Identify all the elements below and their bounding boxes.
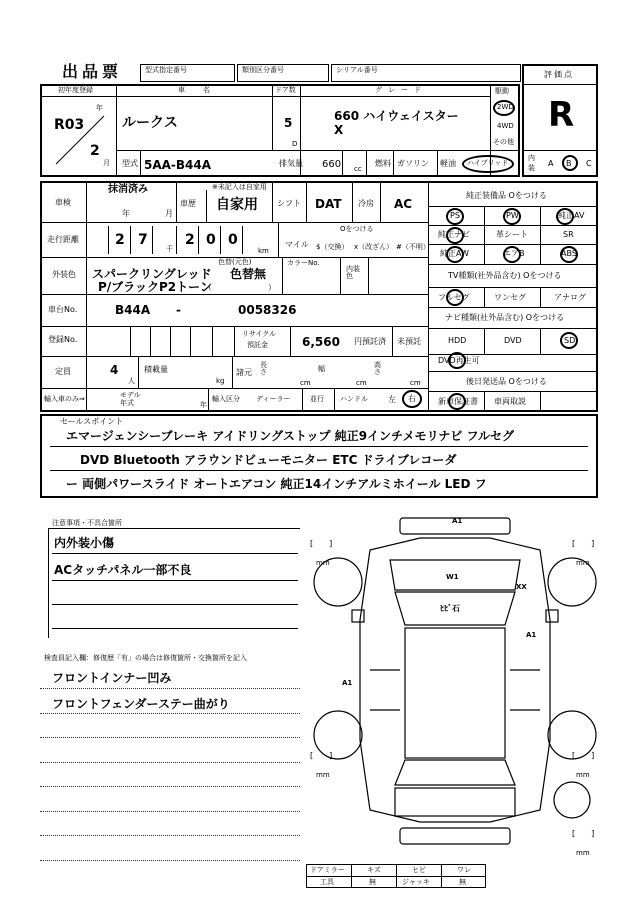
interior-label-2: 装 <box>528 164 535 172</box>
serial-number-label: シリアル番号 <box>336 66 378 74</box>
mile-option: $（交換） <box>316 243 349 251</box>
chassis-dash: - <box>176 303 181 317</box>
damage-mark: XX <box>516 583 527 591</box>
handle-left: 左 <box>388 395 396 404</box>
year-unit: 年 <box>96 104 103 112</box>
interior-grade-b: B <box>566 159 572 168</box>
width-label: 幅 <box>318 365 325 373</box>
import-class-label: 輸入区分 <box>212 395 240 403</box>
color-change: 色替無 <box>230 267 267 281</box>
drive-4wd: 4WD <box>497 122 514 130</box>
damage-mark: A1 <box>452 517 463 525</box>
equipment-header: 純正装備品 Oをつける <box>466 191 547 200</box>
navi-header: ナビ種類(社外品含む) Oをつける <box>445 313 565 322</box>
displacement-value: 660 <box>322 159 342 170</box>
color-no-label: カラーNo. <box>287 259 320 267</box>
mile-option: #（不明） <box>396 243 430 251</box>
mileage-digit: 7 <box>138 232 148 248</box>
tire-unit: mm <box>576 771 590 779</box>
page-title: 出品票 <box>62 62 123 81</box>
grade-value-2: X <box>334 123 344 137</box>
history-label: 車歴 <box>180 199 196 208</box>
tv-fullseg: フルセグ <box>438 293 470 302</box>
notes-line: ACタッチパネル一部不良 <box>54 563 192 577</box>
fuel-light: 軽油 <box>440 159 456 168</box>
tire-bracket-rl: [ ] <box>310 751 333 760</box>
name-label: 車名 <box>178 86 228 94</box>
damage-mark: A1 <box>342 679 353 687</box>
equip-aw: 純正AW <box>440 249 469 258</box>
shift-label: シフト <box>277 199 301 208</box>
tv-oneseg: ワンセグ <box>494 293 526 302</box>
capacity-label: 定員 <box>55 367 71 376</box>
cm-unit: cm <box>410 379 421 387</box>
score-label: 評価点 <box>544 70 574 79</box>
inspector-line: フロントインナー凹み <box>52 671 172 685</box>
interior-grade-c: C <box>586 159 592 168</box>
shift-value: DAT <box>315 197 342 211</box>
navi-hdd: HDD <box>448 336 467 345</box>
interior-color-label: 内装色 <box>346 265 360 280</box>
model-cert-label: 型式指定番号 <box>145 66 187 74</box>
legend-cell: 無 <box>459 878 466 886</box>
legend-cell: ジャッキ <box>402 878 430 886</box>
navi-dvd-play: DVD再生可 <box>438 356 480 365</box>
sales-points-line3: ー 両側パワースライド オートエアコン 純正14インチアルミホイール LED フ <box>66 477 487 491</box>
color-paren: （ ） <box>204 283 276 292</box>
exterior-color-label: 外装色 <box>52 270 76 279</box>
inspector-label: 検査員記入欄：修復歴「有」の場合は修復箇所・交換箇所を記入 <box>44 654 247 662</box>
later-manual: 車両取説 <box>494 397 526 406</box>
later-header: 後日発送品 Oをつける <box>466 377 547 386</box>
damage-mark: ﾋﾋﾞ石 <box>440 604 460 613</box>
color-value-1: スパークリングレッド <box>92 267 212 281</box>
recycle-label-2: 預託金 <box>247 341 268 349</box>
notes-line: 内外装小傷 <box>54 536 115 550</box>
shaken-label: 車検 <box>55 198 71 207</box>
drive-other: その他 <box>493 138 514 146</box>
history-value: 自家用 <box>216 197 258 213</box>
equip-av: 純正AV <box>558 211 585 220</box>
sales-points-line2: DVD Bluetooth アラウンドビューモニター ETC ドライブレコーダ <box>80 453 457 467</box>
legend-cell: 工具 <box>320 878 334 886</box>
class-number-label: 類別区分番号 <box>242 66 284 74</box>
chassis-model: B44A <box>115 303 151 317</box>
reg-no-label: 登録No. <box>48 335 78 344</box>
load-label: 積載量 <box>144 365 168 374</box>
km-unit: km <box>258 247 269 255</box>
ac-value: AC <box>394 197 413 211</box>
legend-cell: 無 <box>369 878 376 886</box>
load-unit: kg <box>216 377 225 385</box>
recycle-paid: 円預託済 <box>354 337 386 346</box>
doors-suffix: D <box>292 140 298 148</box>
displacement-label: 排気量 <box>279 159 303 168</box>
tire-unit: mm <box>316 771 330 779</box>
color-value-2: P/ブラックP2トーン <box>98 280 212 294</box>
damage-mark: W1 <box>446 573 459 581</box>
import-label: 輸入車のみ⇒ <box>44 395 85 403</box>
handle-label: ハンドル <box>340 395 368 403</box>
shaken-value: 抹消済み <box>108 184 148 195</box>
mileage-label: 走行距離 <box>47 235 79 244</box>
model-value: 5AA-B44A <box>144 158 212 172</box>
mile-label: マイル <box>285 240 309 249</box>
tire-bracket-fl: [ ] <box>310 539 333 548</box>
thousand-unit: 千 <box>166 245 173 253</box>
cm-unit: cm <box>356 379 367 387</box>
cm-unit: cm <box>300 379 311 387</box>
later-warranty: 新車保証書 <box>438 397 478 406</box>
tire-bracket-rr: [ ] <box>572 751 595 760</box>
inspector-line: フロントフェンダーステー曲がり <box>52 697 230 711</box>
sales-points-label: セールスポイント <box>60 417 124 426</box>
sales-points-line1: エマージェンシーブレーキ アイドリングストップ 純正9インチメモリナビ フルセグ <box>66 429 515 443</box>
recycle-value: 6,560 <box>302 335 340 349</box>
legend-cell: キズ <box>367 866 381 874</box>
tire-unit: mm <box>316 559 330 567</box>
tire-unit: mm <box>576 559 590 567</box>
interior-grade-a: A <box>548 159 554 168</box>
equip-navi: 純正ナビ <box>438 230 470 239</box>
capacity-value: 4 <box>110 363 119 377</box>
height-label: 高さ <box>374 361 381 376</box>
model-year-label: モデル年式 <box>120 391 141 407</box>
drive-label: 駆動 <box>495 87 509 95</box>
equip-pw: PW <box>506 211 519 220</box>
ac-label: 冷房 <box>358 199 374 208</box>
navi-sd: SD <box>564 336 576 345</box>
grade-value-1: 660 ハイウェイスター <box>334 109 459 123</box>
doors-label: ドア数 <box>275 86 296 94</box>
drive-2wd: 2WD <box>497 103 514 111</box>
navi-dvd: DVD <box>504 336 522 345</box>
legend-cell: ドアミラー <box>310 866 345 874</box>
legend-cell: ヒビ <box>412 866 426 874</box>
damage-mark: A1 <box>526 631 537 639</box>
handle-right: 右 <box>408 394 416 403</box>
fuel-label: 燃料 <box>375 159 391 168</box>
chassis-label: 車台No. <box>48 305 78 314</box>
score-value: R <box>548 95 575 135</box>
chassis-number: 0058326 <box>238 303 297 317</box>
fuel-gasoline: ガソリン <box>397 159 429 168</box>
tv-analog: アナログ <box>554 293 586 302</box>
first-reg-label: 初年度登録 <box>58 86 93 94</box>
length-label: 長さ <box>260 361 267 376</box>
first-reg-era: R03 <box>54 117 85 133</box>
history-note: ※未記入は自家用 <box>212 183 267 191</box>
equip-leather: 革シート <box>496 230 528 239</box>
tire-bracket-fr: [ ] <box>572 539 595 548</box>
tire-bracket-spare: [ ] <box>572 829 595 838</box>
equip-sr: SR <box>563 230 574 239</box>
recycle-label-1: リサイクル <box>242 330 277 338</box>
legend-cell: ワレ <box>457 866 471 874</box>
mileage-digit: 2 <box>185 232 195 248</box>
size-label: 諸元 <box>236 368 252 377</box>
mileage-digit: 0 <box>206 232 216 248</box>
interior-label-1: 内 <box>528 154 535 162</box>
equip-ps: PS <box>450 211 460 220</box>
fuel-hybrid: ハイブリッド <box>467 159 509 167</box>
recycle-unpaid: 未預託 <box>397 337 421 346</box>
notes-label: 注意事項・不具合箇所 <box>52 519 122 527</box>
doors-value: 5 <box>284 116 293 130</box>
shaken-month-unit: 月 <box>165 209 173 218</box>
model-label: 型式 <box>122 159 138 168</box>
mile-option: x（改ざん） <box>354 243 394 251</box>
tire-unit: mm <box>576 849 590 857</box>
mileage-digit: 2 <box>115 232 125 248</box>
import-parallel: 並行 <box>310 395 324 403</box>
mile-check-label: Oをつける <box>340 225 374 233</box>
mileage-digit: 0 <box>228 232 238 248</box>
import-year-unit: 年 <box>200 401 207 409</box>
shaken-year-unit: 年 <box>122 209 130 218</box>
month-unit: 月 <box>103 159 110 167</box>
equip-abs: ABS <box>561 249 577 258</box>
tv-header: TV種類(社外品含む) Oをつける <box>448 271 562 280</box>
vehicle-name: ルークス <box>122 115 178 131</box>
capacity-unit: 人 <box>128 377 135 385</box>
grade-label: グレード <box>375 86 427 94</box>
displacement-unit: cc <box>354 165 362 173</box>
equip-airbag: エアB <box>503 249 525 258</box>
first-reg-month: 2 <box>90 143 100 159</box>
import-dealer: ディーラー <box>256 395 291 403</box>
color-header: 色替(元色) <box>218 258 252 266</box>
